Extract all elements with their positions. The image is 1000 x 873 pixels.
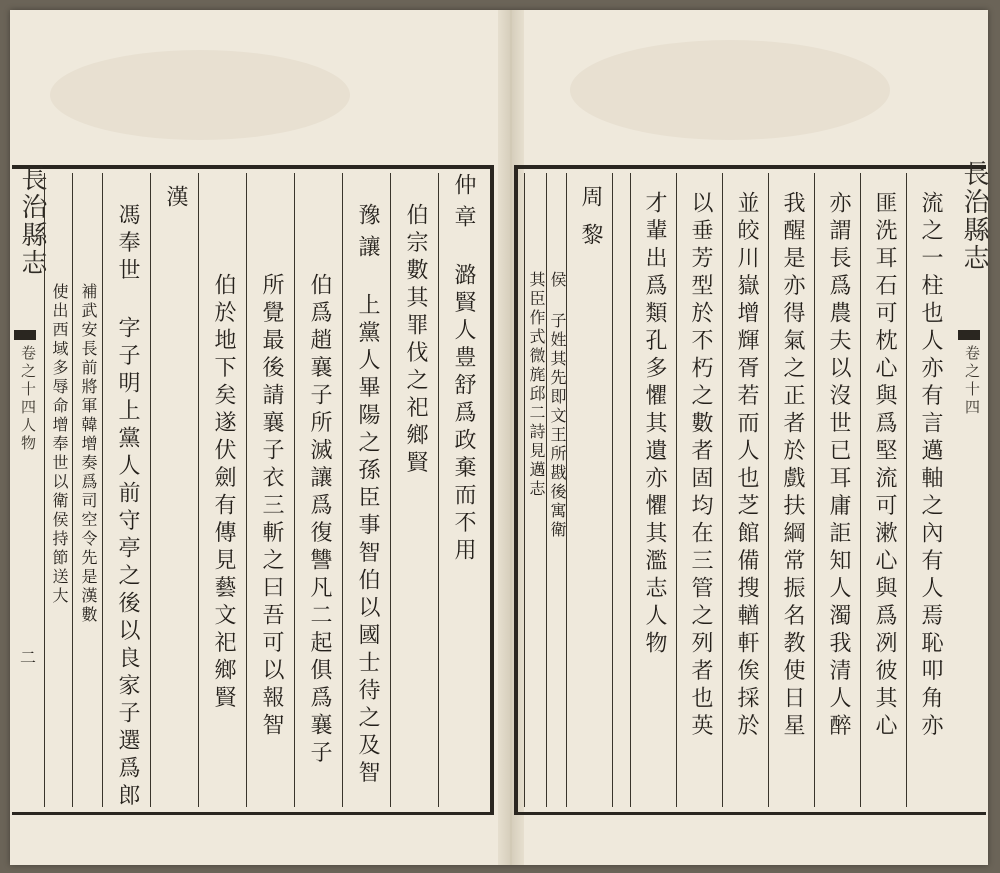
text-column (198, 173, 247, 807)
text-column (44, 173, 73, 807)
left-page (12, 165, 494, 815)
column-text: 章 潞賢人豊舒爲政棄而不用 (451, 204, 476, 565)
column-text: 所覺最後請襄子衣三斬之曰吾可以報智 (259, 273, 284, 741)
section-heading: 漢 (163, 185, 188, 213)
fishtail-mark (958, 330, 980, 340)
column-text: 我醒是亦得氣之正者於戲扶綱常振名教使日星 (780, 191, 805, 741)
column-text: 亦謂長爲農夫以沒世已耳庸詎知人濁我清人醉 (826, 191, 851, 741)
text-column (72, 173, 103, 807)
column-text: 匪洗耳石可枕心與爲堅流可漱心與爲冽彼其心 (872, 191, 897, 741)
column-text: 才輩出爲類孔多懼其遺亦懼其濫志人物 (642, 191, 667, 659)
column-text: 伯於地下矣遂伏劍有傳見藝文祀鄉賢 (211, 273, 236, 713)
fishtail-mark (14, 330, 36, 340)
text-column (150, 173, 199, 807)
text-column (630, 173, 677, 807)
column-text: 讓 上黨人畢陽之孫臣事智伯以國士待之及智 (355, 234, 380, 788)
text-column (906, 173, 953, 807)
text-column (342, 173, 391, 807)
column-text: 補武安長前將軍韓增奏爲司空令先是漢數 (79, 283, 98, 625)
text-column (722, 173, 769, 807)
text-column (294, 173, 343, 807)
column-text: 並皎川嶽增輝胥若而人也芝館備搜輶軒俟採於 (734, 191, 759, 741)
margin-title: 長治縣志 (17, 165, 47, 277)
text-column (390, 173, 439, 807)
column-text: 以垂芳型於不朽之數者固均在三管之列者也英 (688, 191, 713, 741)
text-column (814, 173, 861, 807)
column-text: 使出西域多辱命增奉世以衛侯持節送大 (50, 283, 69, 606)
right-page (514, 160, 989, 815)
text-column (438, 173, 487, 807)
paper-stain (50, 50, 350, 140)
margin-title: 長治縣志 (959, 160, 989, 272)
text-column (768, 173, 815, 807)
leaf-number: 二 (20, 648, 37, 667)
text-column (524, 173, 547, 807)
text-column (546, 173, 567, 807)
margin-volume: 卷之十四 (963, 345, 981, 417)
column-text: 侯 子姓其先即文王所戡後寓衛 (548, 271, 567, 540)
margin-volume: 卷之十四人物 (19, 345, 37, 453)
text-column (246, 173, 295, 807)
column-text: 伯宗數其罪伐之祀鄉賢 (403, 203, 428, 478)
text-column (676, 173, 723, 807)
column-heading: 豫 (355, 203, 380, 231)
paper-stain (570, 40, 890, 140)
section-heading: 周 (578, 185, 603, 213)
book-spread (10, 10, 988, 865)
column-heading: 黎 (578, 222, 603, 250)
blank-column (612, 173, 631, 807)
column-text: 其臣作式微旄邱二詩見邁志 (527, 271, 546, 499)
column-text: 流之一柱也人亦有言邁軸之內有人焉恥叩角亦 (918, 191, 943, 741)
text-column (860, 173, 907, 807)
column-text: 馮奉世 字子明上黨人前守亭之後以良家子選爲郎 (115, 203, 140, 811)
column-heading: 仲 (451, 173, 476, 201)
text-column (566, 173, 613, 807)
text-column (102, 173, 151, 811)
column-text: 伯爲趙襄子所滅讓爲復讐凡二起俱爲襄子 (307, 273, 332, 768)
